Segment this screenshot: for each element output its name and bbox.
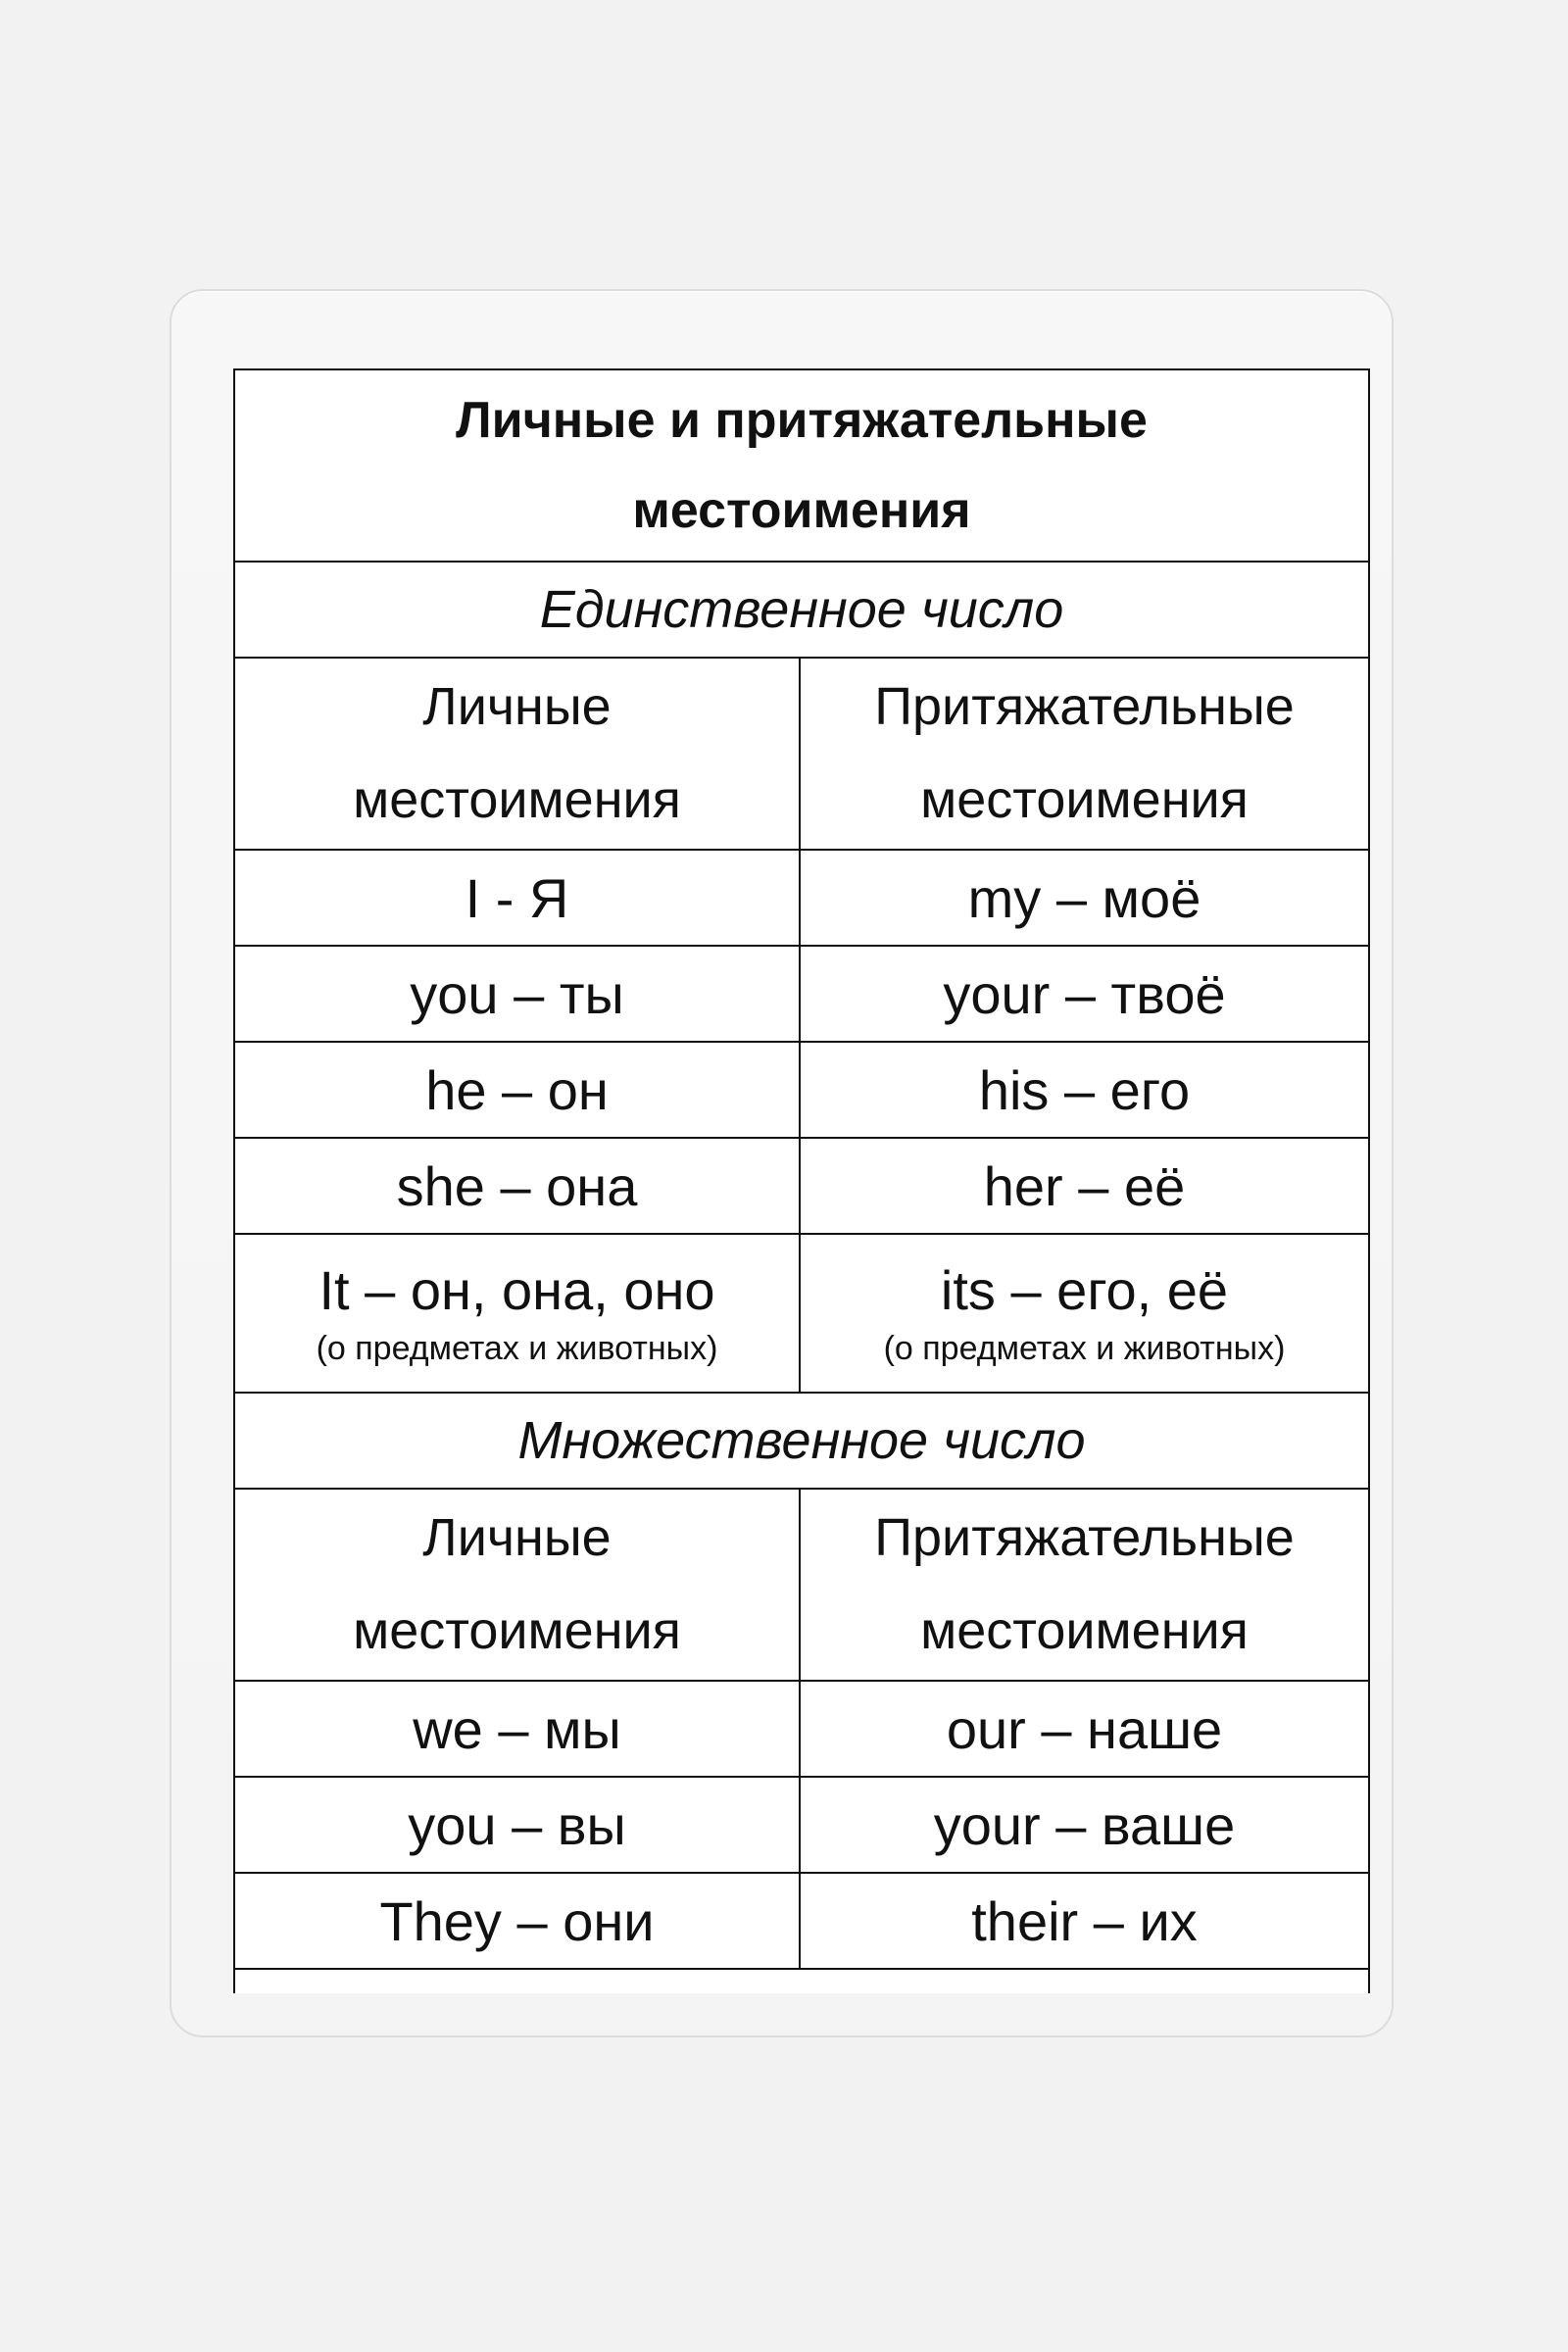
- singular-personal-value: she – она: [396, 1154, 638, 1217]
- plural-row: [235, 1778, 1368, 1874]
- singular-row: [235, 1139, 1368, 1235]
- singular-header-possessive-line-1: Притяжательные: [874, 677, 1295, 736]
- singular-row: [235, 947, 1368, 1043]
- singular-possessive-value: his – его: [978, 1058, 1191, 1121]
- singular-possessive-value: your – твоё: [943, 962, 1226, 1025]
- plural-section-row: [235, 1394, 1368, 1490]
- singular-personal-cell: [235, 1235, 801, 1392]
- singular-possessive-value: my – моё: [967, 866, 1201, 929]
- plural-possessive-value: their – их: [971, 1889, 1198, 1952]
- singular-personal-cell: [235, 947, 801, 1041]
- plural-personal-cell: [235, 1682, 801, 1776]
- singular-section-row: [235, 563, 1368, 659]
- plural-header-personal-line-2: местоимения: [353, 1601, 681, 1660]
- singular-personal-cell: [235, 1139, 801, 1233]
- plural-row: [235, 1682, 1368, 1778]
- singular-row: [235, 1043, 1368, 1139]
- plural-row: [235, 1874, 1368, 1970]
- singular-possessive-cell: [801, 1235, 1368, 1392]
- singular-personal-cell: [235, 851, 801, 945]
- plural-personal-value: They – они: [379, 1889, 655, 1952]
- plural-header-possessive: [801, 1490, 1368, 1680]
- singular-personal-value: I - Я: [465, 866, 569, 929]
- singular-possessive-cell: [801, 851, 1368, 945]
- plural-section-cell: [235, 1394, 1368, 1488]
- singular-header-row: [235, 659, 1368, 851]
- plural-header-row: [235, 1490, 1368, 1682]
- title-cell: [235, 370, 1368, 561]
- singular-personal-value: you – ты: [410, 962, 624, 1025]
- singular-section-cell: [235, 563, 1368, 657]
- plural-possessive-value: our – наше: [946, 1697, 1223, 1760]
- singular-personal-value: he – он: [425, 1058, 609, 1121]
- plural-personal-value: we – мы: [413, 1697, 621, 1760]
- singular-possessive-cell: [801, 947, 1368, 1041]
- singular-possessive-cell: [801, 1139, 1368, 1233]
- plural-possessive-cell: [801, 1682, 1368, 1776]
- singular-row: [235, 851, 1368, 947]
- singular-header-personal-line-1: Личные: [422, 677, 612, 736]
- singular-header-personal-line-2: местоимения: [353, 770, 681, 829]
- plural-possessive-value: your – ваше: [933, 1793, 1236, 1856]
- singular-header-possessive: [801, 659, 1368, 849]
- singular-section-label: Единственное число: [539, 580, 1064, 639]
- plural-header-possessive-line-2: местоимения: [920, 1601, 1249, 1660]
- title-line-2: местоимения: [632, 482, 971, 539]
- plural-header-personal-line-1: Личные: [422, 1508, 612, 1567]
- singular-personal-value: It – он, она, оно: [318, 1259, 715, 1321]
- title-row: [235, 370, 1368, 563]
- singular-personal-note: (о предметах и животных): [316, 1330, 718, 1367]
- plural-header-possessive-line-1: Притяжательные: [874, 1508, 1295, 1567]
- plural-header-personal: [235, 1490, 801, 1680]
- singular-possessive-value: its – его, её: [940, 1259, 1229, 1321]
- singular-personal-cell: [235, 1043, 801, 1137]
- plural-section-label: Множественное число: [517, 1411, 1086, 1470]
- plural-personal-value: you – вы: [408, 1793, 626, 1856]
- pronouns-card: [233, 368, 1370, 1993]
- singular-header-possessive-line-2: местоимения: [920, 770, 1249, 829]
- singular-possessive-cell: [801, 1043, 1368, 1137]
- plural-possessive-cell: [801, 1874, 1368, 1968]
- plural-personal-cell: [235, 1778, 801, 1872]
- singular-possessive-note: (о предметах и животных): [883, 1330, 1286, 1367]
- title-line-1: Личные и притяжательные: [456, 392, 1148, 449]
- plural-personal-cell: [235, 1874, 801, 1968]
- singular-header-personal: [235, 659, 801, 849]
- plural-possessive-cell: [801, 1778, 1368, 1872]
- singular-row: [235, 1235, 1368, 1394]
- singular-possessive-value: her – её: [983, 1154, 1186, 1217]
